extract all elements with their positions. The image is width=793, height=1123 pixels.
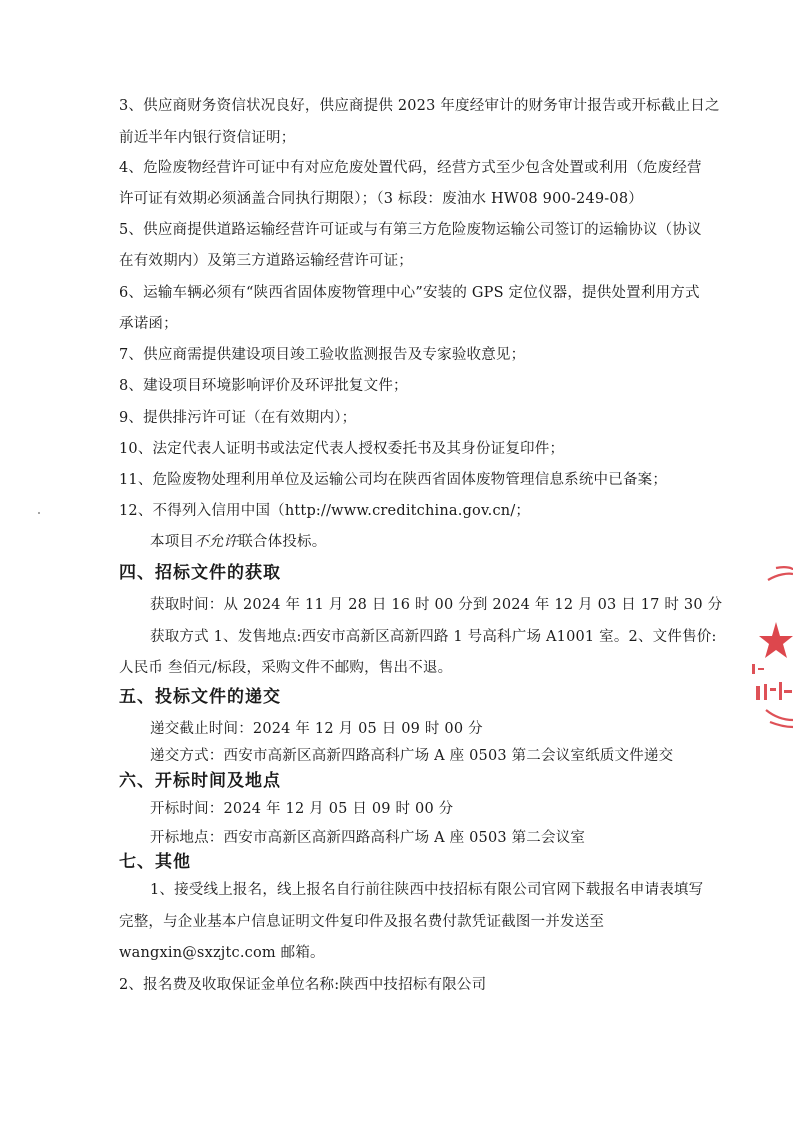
consortium-emphasis: 不允许 (194, 534, 239, 550)
section-7-item-2: 2、报名费及收取保证金单位名称:陕西中技招标有限公司 (119, 977, 487, 993)
section-4-time: 获取时间：从 2024 年 11 月 28 日 16 时 00 分到 2024 年 12 月 03 日 17 时 30 分 (150, 597, 723, 613)
scan-speck (38, 512, 40, 514)
partial-red-seal-icon (746, 560, 793, 730)
req-4-line-1: 4、危险废物经营许可证中有对应危废处置代码，经营方式至少包含处置或利用（危废经营 (119, 160, 702, 176)
section-6-place: 开标地点：西安市高新区高新四路高科广场 A 座 0503 第二会议室 (150, 830, 586, 846)
req-10: 10、法定代表人证明书或法定代表人授权委托书及其身份证复印件； (119, 441, 565, 457)
req-6-line-1: 6、运输车辆必须有“陕西省固体废物管理中心”安装的 GPS 定位仪器，提供处置利用方式 (119, 285, 700, 301)
req-3-line-1: 3、供应商财务资信状况良好，供应商提供 2023 年度经审计的财务审计报告或开标截止日之 (119, 98, 720, 114)
section-7-heading: 七、其他 (119, 852, 191, 872)
req-3-line-2: 前近半年内银行资信证明； (119, 130, 296, 146)
req-9: 9、提供排污许可证（在有效期内）； (119, 410, 357, 426)
section-6-heading: 六、开标时间及地点 (119, 771, 281, 791)
req-8: 8、建设项目环境影响评价及环评批复文件； (119, 378, 408, 394)
req-11: 11、危险废物处理利用单位及运输公司均在陕西省固体废物管理信息系统中已备案； (119, 472, 668, 488)
req-4-line-2: 许可证有效期必须涵盖合同执行期限）；（3 标段：废油水 HW08 900-249-08） (119, 191, 643, 207)
req-12: 12、不得列入信用中国（http://www.creditchina.gov.cn/； (119, 503, 531, 519)
section-7-item-1-line-2: 完整，与企业基本户信息证明文件复印件及报名费付款凭证截图一并发送至 (119, 914, 605, 930)
req-6-line-2: 承诺函； (119, 316, 178, 332)
section-5-heading: 五、投标文件的递交 (119, 687, 281, 707)
section-7-item-1-line-3: wangxin@sxzjtc.com 邮箱。 (119, 945, 325, 961)
section-5-method: 递交方式：西安市高新区高新四路高科广场 A 座 0503 第二会议室纸质文件递交 (150, 748, 674, 764)
req-5-line-2: 在有效期内）及第三方道路运输经营许可证； (119, 253, 413, 269)
section-4-heading: 四、招标文件的获取 (119, 563, 281, 583)
section-4-method-line-1: 获取方式 1、发售地点:西安市高新区高新四路 1 号高科广场 A1001 室。2、文件售价: (150, 629, 717, 645)
consortium-prefix: 本项目 (150, 534, 195, 550)
section-6-time: 开标时间：2024 年 12 月 05 日 09 时 00 分 (150, 801, 454, 817)
section-4-method-line-2: 人民币 叁佰元/标段，采购文件不邮购，售出不退。 (119, 660, 453, 676)
consortium-suffix: 联合体投标。 (238, 534, 327, 550)
req-5-line-1: 5、供应商提供道路运输经营许可证或与有第三方危险废物运输公司签订的运输协议（协议 (119, 222, 702, 238)
section-7-item-1-line-1: 1、接受线上报名，线上报名自行前往陕西中技招标有限公司官网下载报名申请表填写 (150, 882, 704, 898)
req-7: 7、供应商需提供建设项目竣工验收监测报告及专家验收意见； (119, 347, 526, 363)
section-5-deadline: 递交截止时间：2024 年 12 月 05 日 09 时 00 分 (150, 721, 483, 737)
consortium-note (150, 532, 326, 552)
